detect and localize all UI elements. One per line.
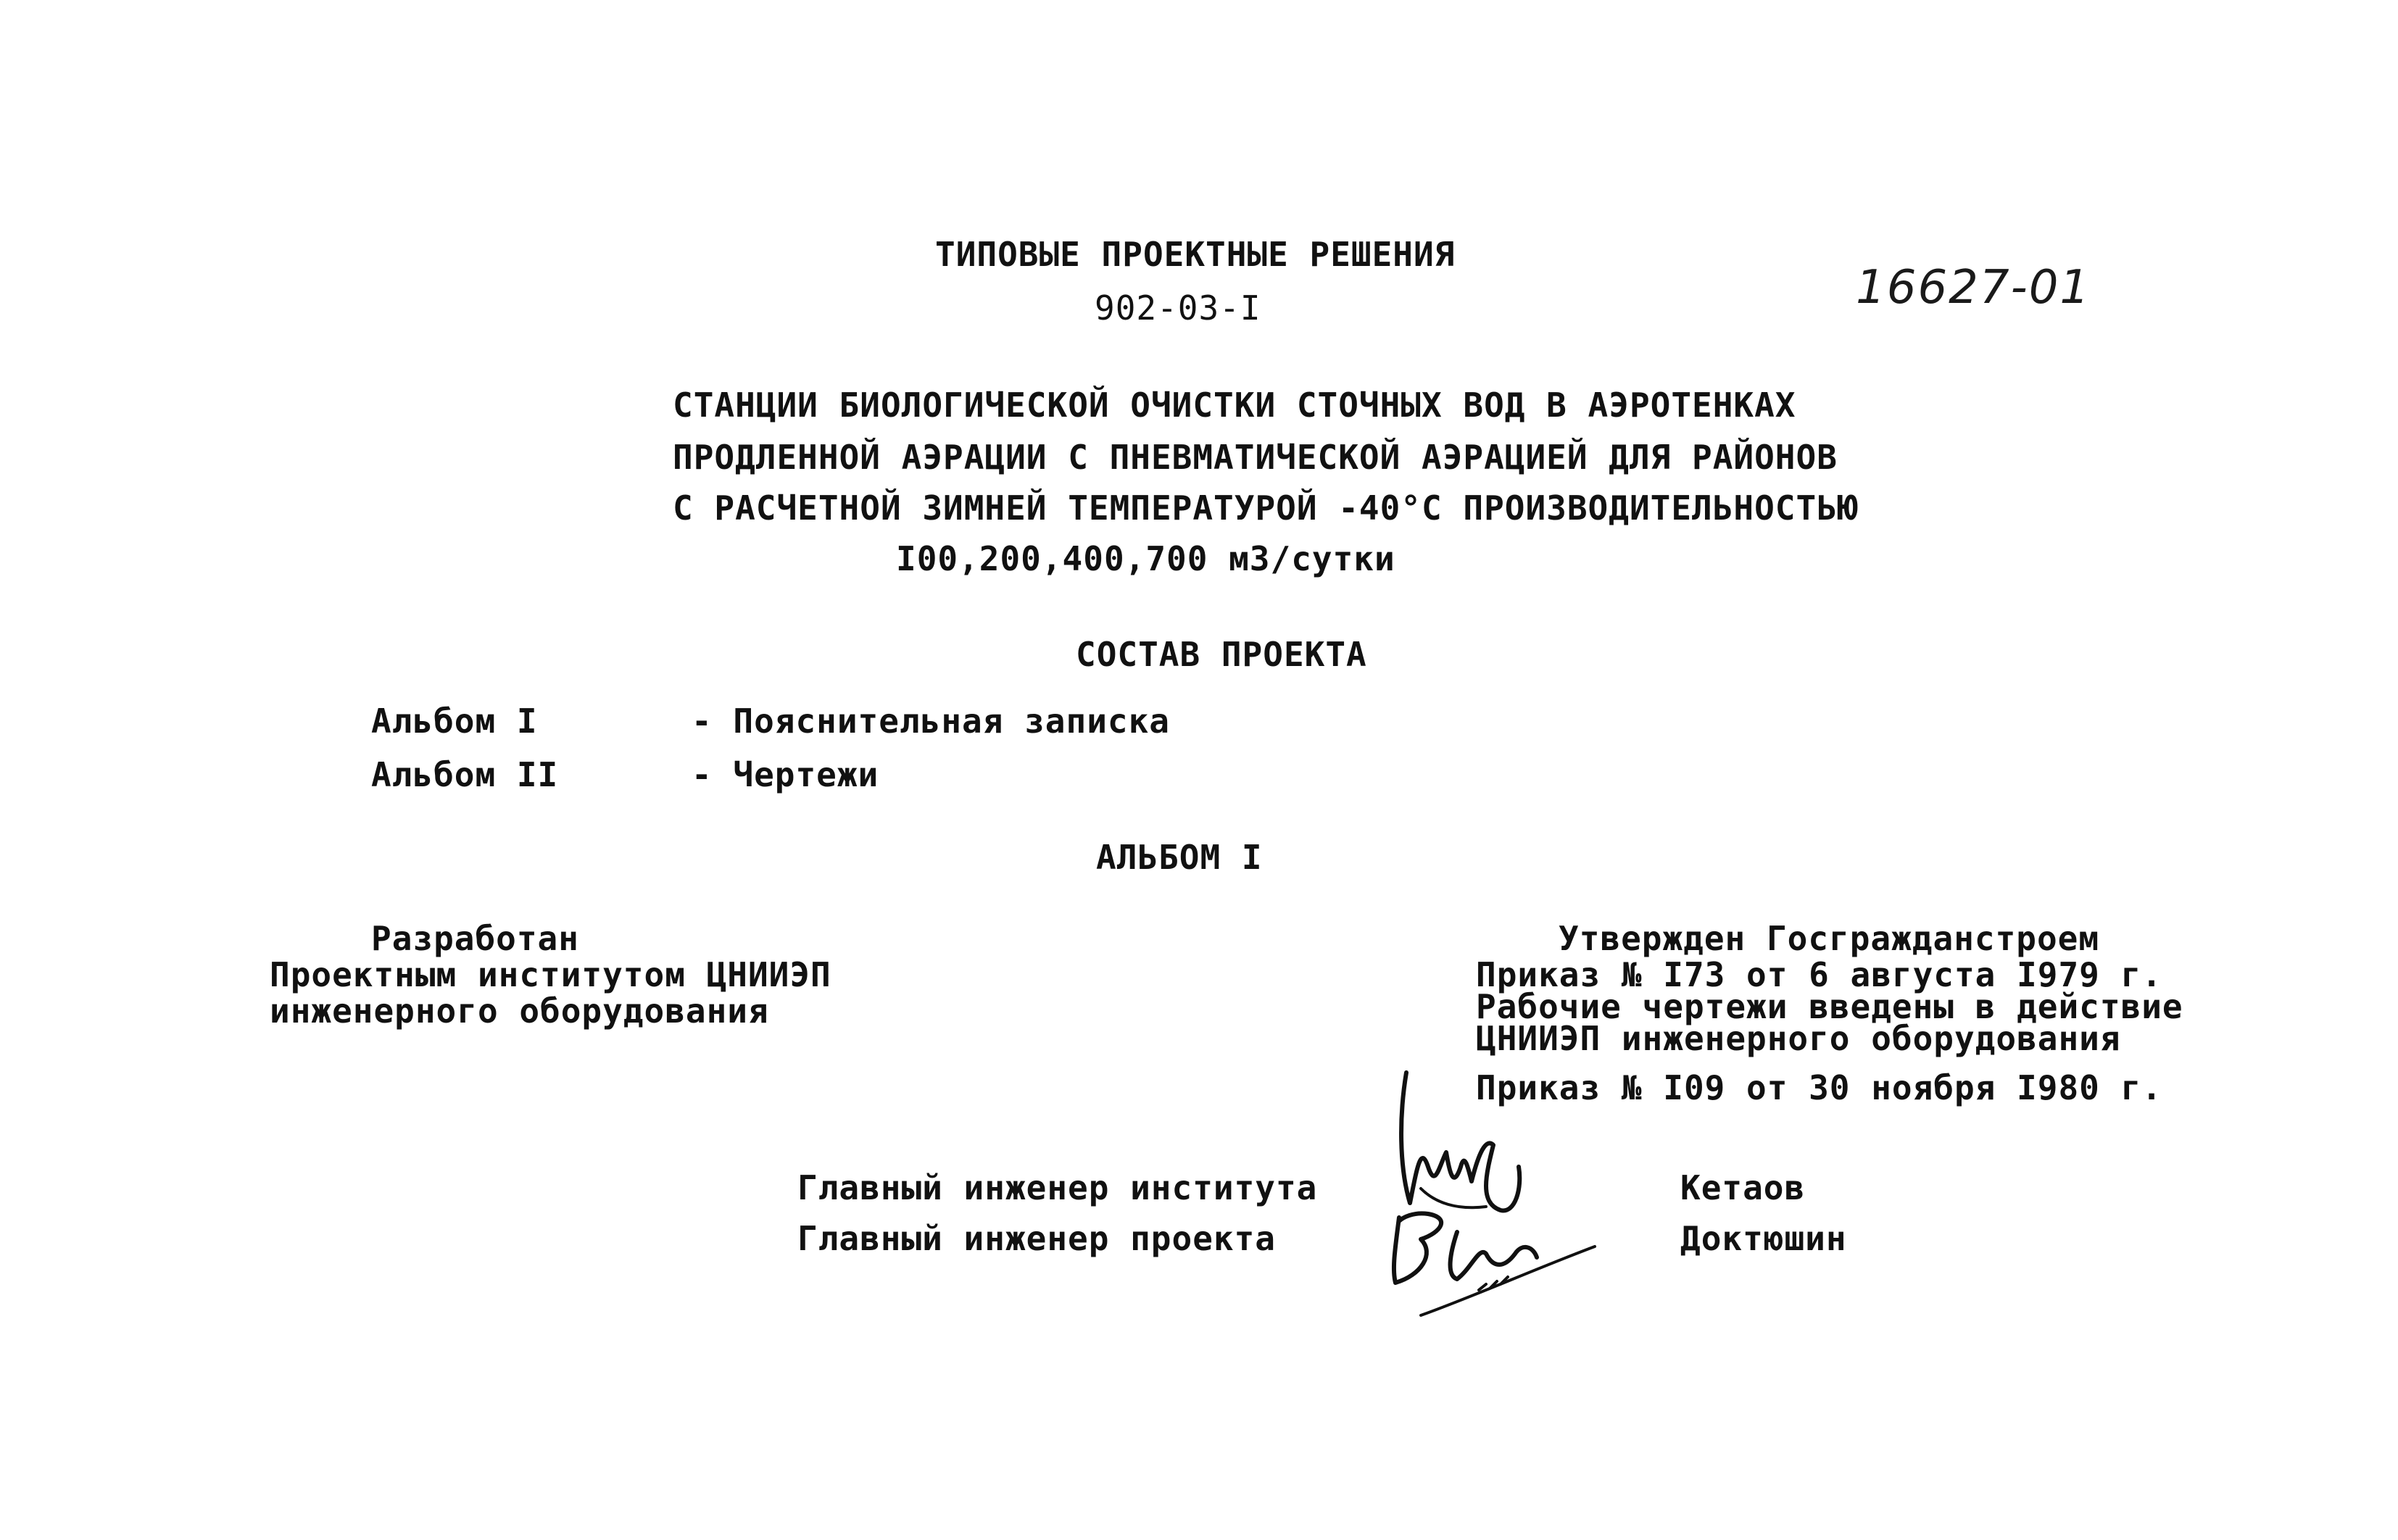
title-line-2: ПРОДЛЕННОЙ АЭРАЦИИ С ПНЕВМАТИЧЕСКОЙ АЭРАЦИЕЙ ДЛЯ РАЙОНОВ (673, 438, 1838, 477)
title-line-1: СТАНЦИИ БИОЛОГИЧЕСКОЙ ОЧИСТКИ СТОЧНЫХ ВОД В АЭРОТЕНКАХ (673, 386, 1796, 425)
approved-by-order-2: Приказ № I09 от 30 ноября I980 г. (1476, 1068, 2162, 1107)
series-title: ТИПОВЫЕ ПРОЕКТНЫЕ РЕШЕНИЯ (935, 235, 1456, 274)
approved-by-organization: ЦНИИЭП инженерного оборудования (1476, 1019, 2121, 1058)
developed-by-institute: Проектным институтом ЦНИИЭП (270, 955, 831, 994)
album-2-name: Альбом II (371, 755, 559, 794)
approved-by-enacted: Рабочие чертежи введены в действие (1476, 987, 2183, 1026)
series-code: 902-03-I (1095, 288, 1261, 328)
signature-name-1: Кетаов (1680, 1168, 1806, 1207)
developed-by-label: Разработан (371, 919, 579, 958)
title-line-4: I00,200,400,700 м3/сутки (896, 539, 1395, 578)
approved-by-order: Приказ № I73 от 6 августа I979 г. (1476, 955, 2162, 994)
title-line-3: С РАСЧЕТНОЙ ЗИМНЕЙ ТЕМПЕРАТУРОЙ -40°С ПРОИЗВОДИТЕЛЬНОСТЬЮ (673, 488, 1859, 528)
signature-chief-engineer-project (1377, 1189, 1624, 1333)
album-1-description: - Пояснительная записка (692, 702, 1170, 741)
developed-by-department: инженерного оборудования (270, 991, 769, 1031)
album-1-name: Альбом I (371, 702, 538, 741)
album-2-description: - Чертежи (692, 755, 879, 794)
approved-by-label: Утвержден Госгражданстроем (1559, 919, 2100, 958)
contents-heading: СОСТАВ ПРОЕКТА (1076, 635, 1367, 674)
signature-role-1: Главный инженер института (797, 1168, 1318, 1207)
signature-role-2: Главный инженер проекта (797, 1219, 1276, 1258)
signature-name-2: Доктюшин (1680, 1219, 1847, 1258)
inventory-number: 16627-01 (1856, 261, 2091, 315)
current-album: АЛЬБОМ I (1096, 838, 1263, 877)
